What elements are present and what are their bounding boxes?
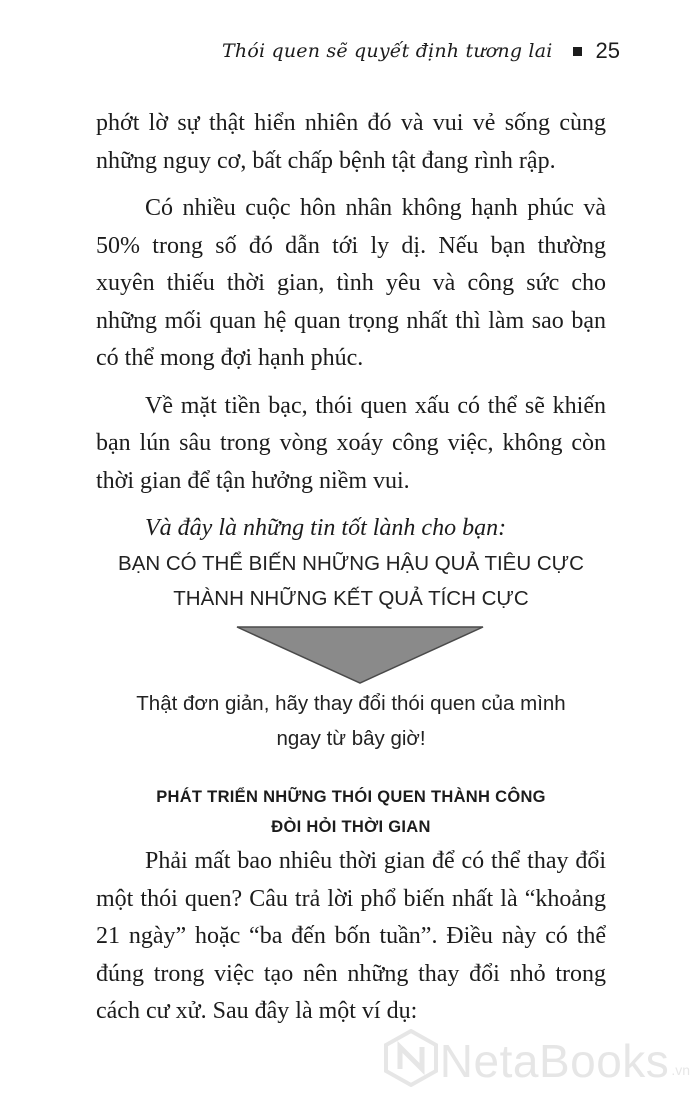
paragraph: Về mặt tiền bạc, thói quen xấu có thể sẽ khiến bạn lún sâu trong vòng xoáy công việc, không còn thời gian để tận hưởng niềm vui. [96,392,606,494]
callout-result [96,686,606,756]
watermark [382,1029,690,1092]
section-heading-line: ĐÒI HỎI THỜI GIAN [271,818,431,836]
watermark-suffix: .vn [671,1061,690,1078]
paragraph: Phải mất bao nhiêu thời gian để có thể thay đổi một thói quen? Câu trả lời phổ biến nhất là “khoảng 21 ngày” hoặc “ba đến bốn tuần”. Điều này có thể đúng trong việc tạo nên những thay đổi nhỏ trong cách cư xử. Sau đây là một ví dụ: [96,848,606,1024]
paragraph: phớt lờ sự thật hiển nhiên đó và vui vẻ sống cùng những nguy cơ, bất chấp bệnh tật đang rình rập. [96,110,606,174]
running-title: Thói quen sẽ quyết định tương lai [222,40,553,62]
square-bullet-icon [573,47,582,56]
page-header [222,38,620,64]
body-text-bottom [96,843,606,1031]
page-number: 25 [595,38,620,63]
netabooks-logo-icon [382,1029,440,1092]
callout-line: THÀNH NHỮNG KẾT QUẢ TÍCH CỰC [173,587,529,610]
section-heading [96,782,606,842]
callout-heading [96,546,606,616]
callout-result-line: ngay từ bây giờ! [276,727,426,750]
down-arrow-icon [235,625,485,685]
callout-line: BẠN CÓ THỂ BIẾN NHỮNG HẬU QUẢ TIÊU CỰC [118,552,584,575]
section-heading-line: PHÁT TRIỂN NHỮNG THÓI QUEN THÀNH CÔNG [156,788,546,806]
italic-lead-in: Và đây là những tin tốt lành cho bạn: [145,515,507,541]
body-text-top [96,105,606,548]
paragraph: Có nhiều cuộc hôn nhân không hạnh phúc và 50% trong số đó dẫn tới ly dị. Nếu bạn thường xuyên thiếu thời gian, tình yêu và công sức cho những mối quan hệ quan trọng nhất thì làm sao bạn có thể mong đợi hạnh phúc. [96,195,606,371]
callout-result-line: Thật đơn giản, hãy thay đổi thói quen của mình [136,692,566,715]
watermark-brand: NetaBooks [439,1034,670,1087]
